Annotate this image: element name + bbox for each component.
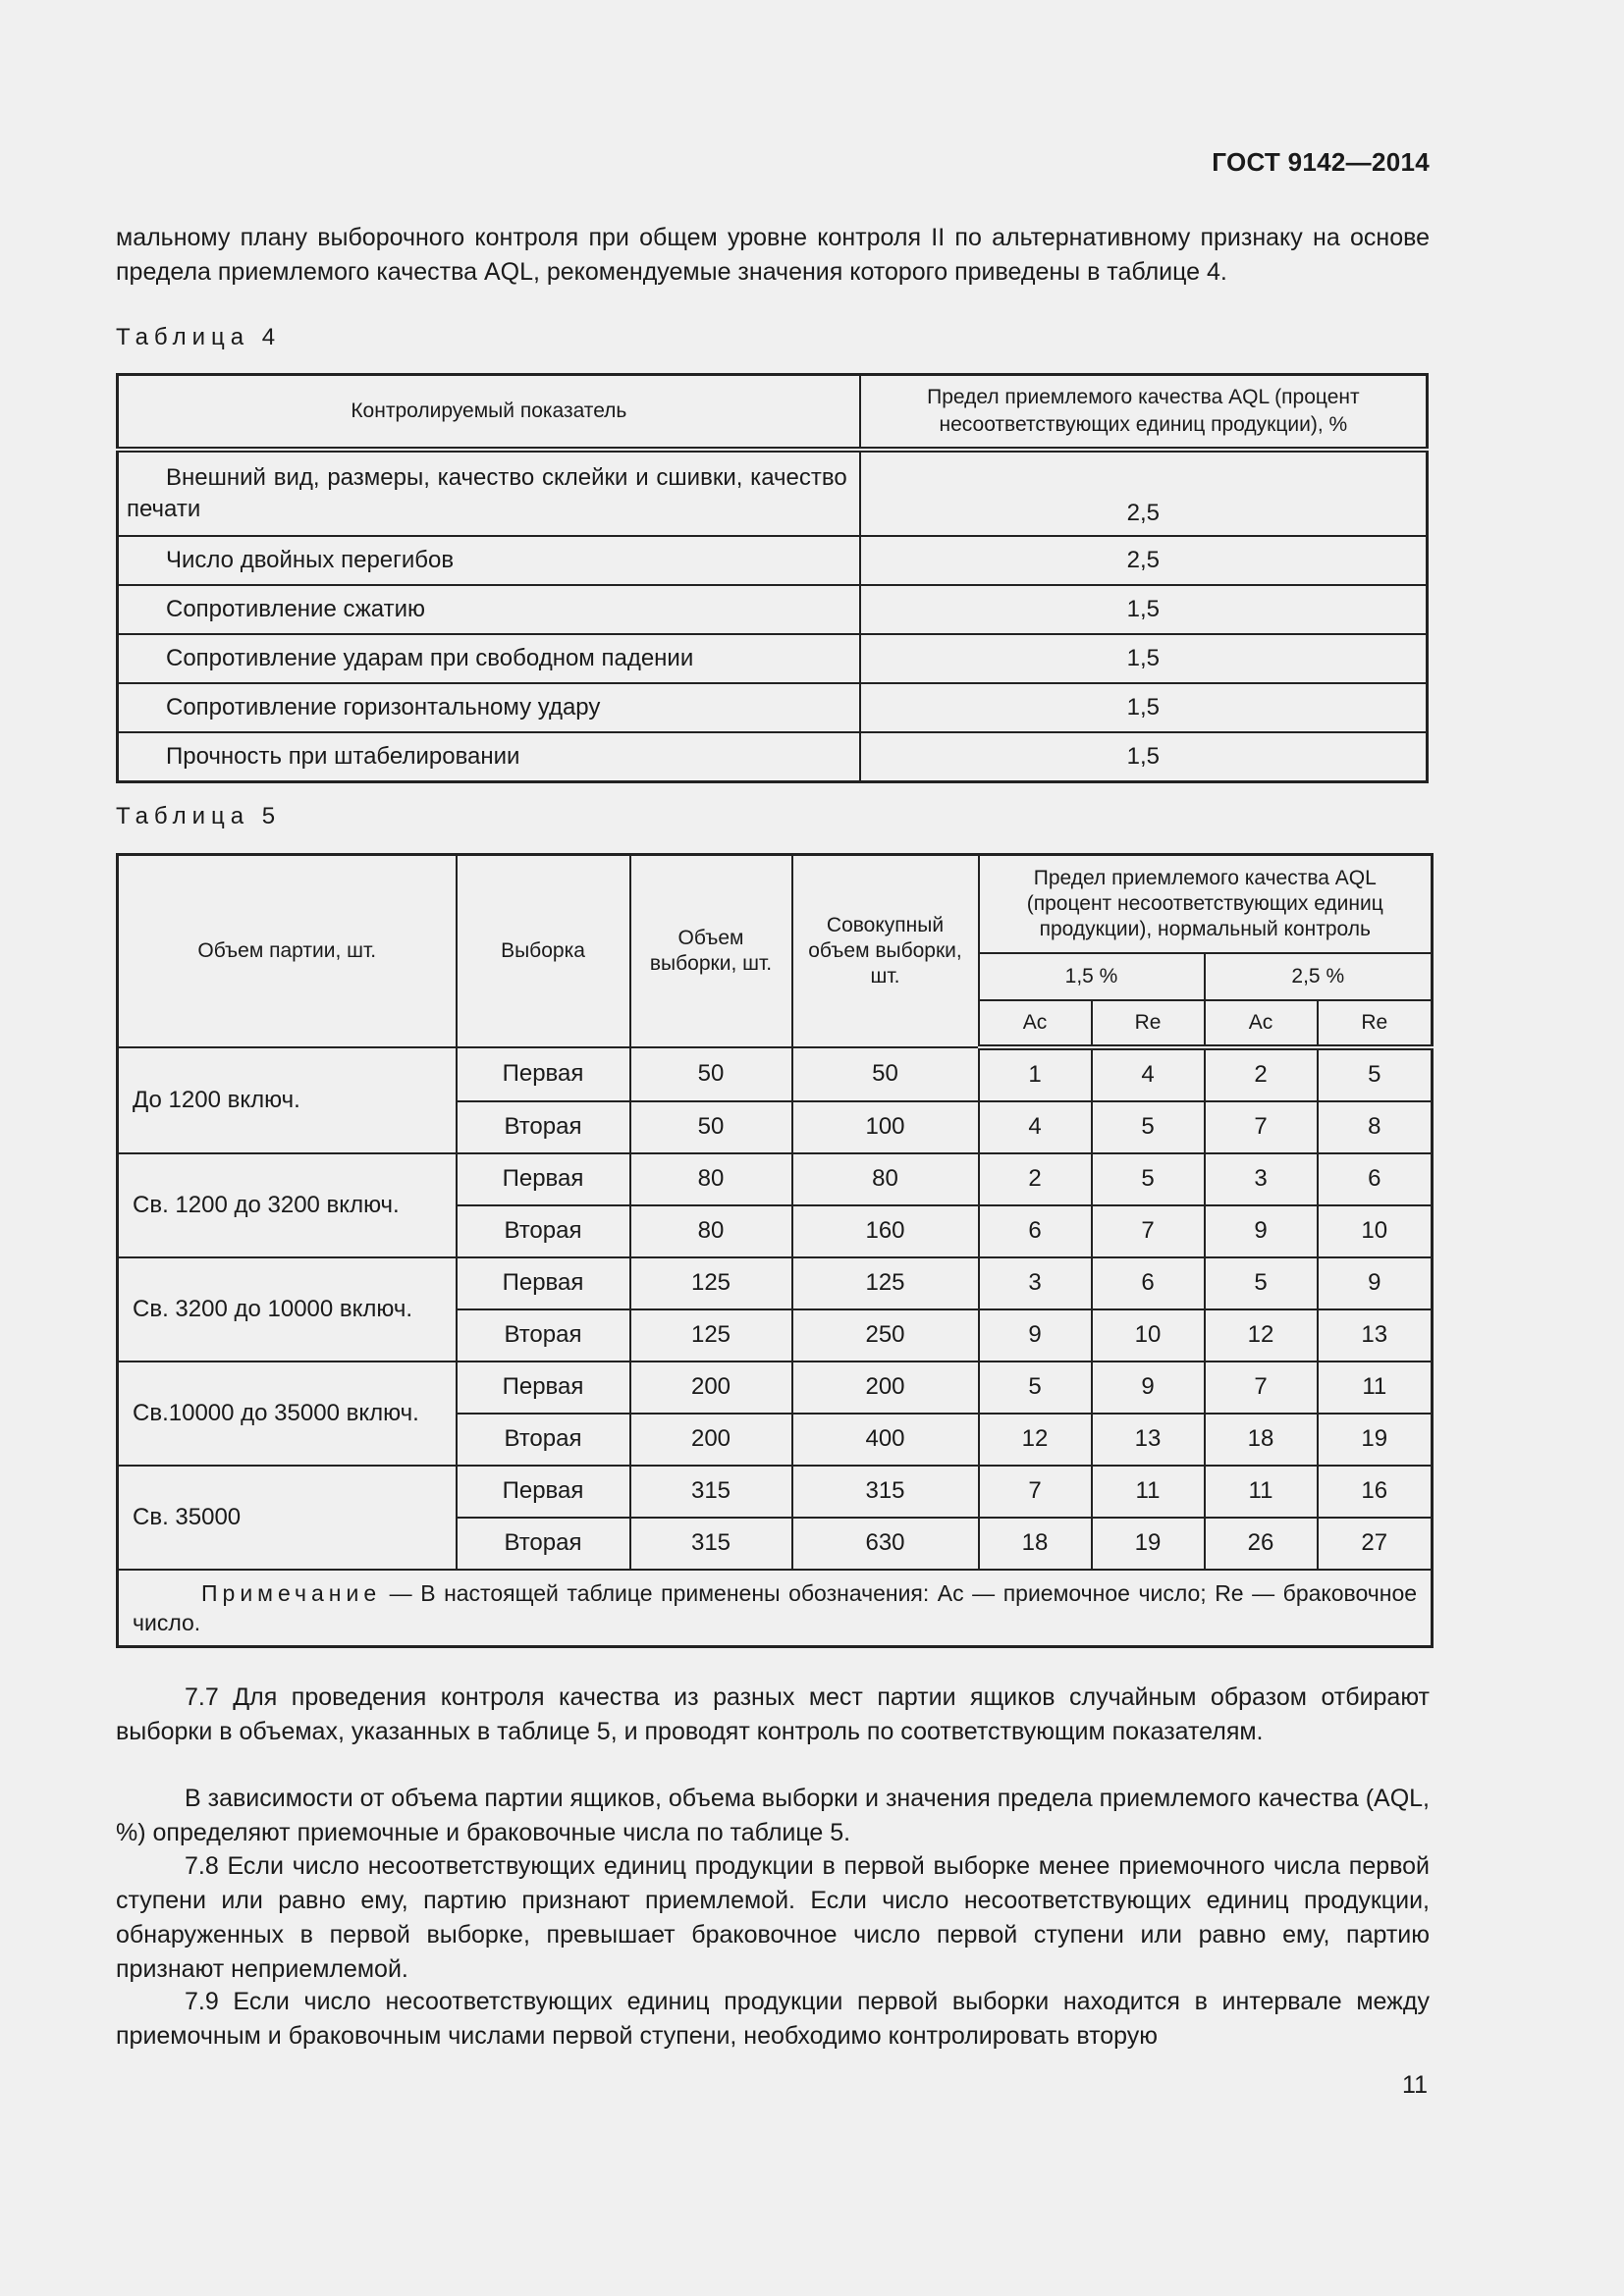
table4-cell-value: 1,5 [860, 683, 1428, 732]
table5-cell: 125 [792, 1257, 979, 1309]
table4-cell-name: Сопротивление горизонтальному удару [118, 683, 860, 732]
table5-cell: Первая [457, 1362, 630, 1414]
table5-cell: 11 [1205, 1466, 1318, 1518]
table-row [118, 1257, 1433, 1309]
table5-cell: 4 [1092, 1047, 1205, 1101]
table4-cell-value: 2,5 [860, 450, 1428, 536]
table5-cell: 10 [1092, 1309, 1205, 1362]
table5-cell: 9 [1205, 1205, 1318, 1257]
table5-body [118, 1047, 1433, 1570]
table4-cell-name: Сопротивление сжатию [118, 585, 860, 634]
table5-cell: 200 [630, 1362, 792, 1414]
table5-cell: Вторая [457, 1518, 630, 1570]
table5-cell: 11 [1092, 1466, 1205, 1518]
table4-cell-name: Внешний вид, размеры, качество склейки и сшивки, качество печати [118, 450, 860, 536]
table4-cell-name: Число двойных перегибов [118, 536, 860, 585]
table5-cell: 200 [792, 1362, 979, 1414]
table5-cell-lot: Св. 3200 до 10000 включ. [118, 1257, 457, 1362]
standard-header: ГОСТ 9142—2014 [1212, 147, 1430, 177]
table5-cell: 5 [1092, 1101, 1205, 1153]
table-row [118, 732, 1428, 782]
table5-cell: 80 [630, 1205, 792, 1257]
table5-cell-lot: Св. 35000 [118, 1466, 457, 1570]
note-label: Примечание [201, 1579, 382, 1606]
table5-cell-lot: Св. 1200 до 3200 включ. [118, 1153, 457, 1257]
table5-cell: 13 [1092, 1414, 1205, 1466]
table4-header-aql: Предел приемлемого качества AQL (процент несоответствующих единиц продукции), % [860, 375, 1428, 451]
table5-cell: 18 [979, 1518, 1092, 1570]
table-row [118, 1047, 1433, 1101]
table5-cell: 400 [792, 1414, 979, 1466]
table5-cell: 315 [630, 1518, 792, 1570]
table5-cell: 5 [1205, 1257, 1318, 1309]
table5-header-re: Re [1318, 1000, 1433, 1047]
table5-header-ac: Ac [979, 1000, 1092, 1047]
table4-header-indicator: Контролируемый показатель [118, 375, 860, 451]
table5-cell: 11 [1318, 1362, 1433, 1414]
table5-cell: 200 [630, 1414, 792, 1466]
table5-note [118, 1570, 1433, 1647]
table4-cell-value: 2,5 [860, 536, 1428, 585]
table5-header-lot: Объем партии, шт. [118, 855, 457, 1047]
table5-cell: 2 [1205, 1047, 1318, 1101]
table5-cell: 160 [792, 1205, 979, 1257]
table4-cell-name: Прочность при штабелировании [118, 732, 860, 782]
table5-cell: 7 [979, 1466, 1092, 1518]
table5-cell: 16 [1318, 1466, 1433, 1518]
table5-header-aql: Предел приемлемого качества AQL (процент несоответствующих единиц продукции), нормальный контроль [979, 855, 1433, 953]
table5-cell: 50 [630, 1047, 792, 1101]
table5-cell: 7 [1092, 1205, 1205, 1257]
table4-caption: Таблица 4 [116, 324, 282, 350]
table4-cell-value: 1,5 [860, 585, 1428, 634]
table4 [116, 373, 1429, 783]
table5-header-ac: Ac [1205, 1000, 1318, 1047]
table5-cell: 5 [1092, 1153, 1205, 1205]
table5-cell-lot: Св.10000 до 35000 включ. [118, 1362, 457, 1466]
table5-header-cumulative: Совокупный объем выборки, шт. [792, 855, 979, 1047]
table5-caption: Таблица 5 [116, 803, 282, 829]
paragraph-7-7: 7.7 Для проведения контроля качества из разных мест партии ящиков случайным образом отбирают выборки в объемах, указанных в таблице 5, и проводят контроль по соответствующим показателям. [116, 1683, 1430, 1745]
table5-cell: Первая [457, 1257, 630, 1309]
table5-cell: 1 [979, 1047, 1092, 1101]
table5-cell: 7 [1205, 1101, 1318, 1153]
table5-cell: 5 [1318, 1047, 1433, 1101]
table5-cell: 4 [979, 1101, 1092, 1153]
table5-cell: 6 [979, 1205, 1092, 1257]
table-row [118, 1153, 1433, 1205]
table5-cell: 100 [792, 1101, 979, 1153]
table-row [118, 683, 1428, 732]
table5-cell: 26 [1205, 1518, 1318, 1570]
table5-cell: 50 [792, 1047, 979, 1101]
table5-cell: 315 [792, 1466, 979, 1518]
table4-cell-value: 1,5 [860, 634, 1428, 683]
table5-cell: 9 [1092, 1362, 1205, 1414]
table5-cell: 6 [1092, 1257, 1205, 1309]
table5-cell: Вторая [457, 1414, 630, 1466]
table-row [118, 1362, 1433, 1414]
intro-paragraph: мальному плану выборочного контроля при общем уровне контроля II по альтернативному признаку на основе предела приемлемого качества AQL, рекомендуемые значения которого приведены в таблице 4. [116, 224, 1430, 286]
table5-header-size: Объем выборки, шт. [630, 855, 792, 1047]
table5-cell: 125 [630, 1309, 792, 1362]
table5-cell: 19 [1318, 1414, 1433, 1466]
table5-cell: 12 [1205, 1309, 1318, 1362]
table5-cell: 50 [630, 1101, 792, 1153]
table5-cell: 2 [979, 1153, 1092, 1205]
table5-header-sample: Выборка [457, 855, 630, 1047]
table-row [118, 536, 1428, 585]
table5-cell: 7 [1205, 1362, 1318, 1414]
table5-cell: 5 [979, 1362, 1092, 1414]
table5-cell: 3 [1205, 1153, 1318, 1205]
table5-cell: Вторая [457, 1205, 630, 1257]
table4-cell-name: Сопротивление ударам при свободном падении [118, 634, 860, 683]
table5-cell: Первая [457, 1153, 630, 1205]
table5-cell: 10 [1318, 1205, 1433, 1257]
table5-cell: 6 [1318, 1153, 1433, 1205]
table5-cell: 13 [1318, 1309, 1433, 1362]
table5-cell: 3 [979, 1257, 1092, 1309]
table5-cell: Первая [457, 1466, 630, 1518]
table4-cell-value: 1,5 [860, 732, 1428, 782]
table5-cell: 80 [792, 1153, 979, 1205]
paragraph-7-7-cont: В зависимости от объема партии ящиков, объема выборки и значения предела приемлемого качества (AQL, %) определяют приемочные и браковочные числа по таблице 5. [116, 1785, 1431, 1846]
table5-cell: 250 [792, 1309, 979, 1362]
table5-cell: 27 [1318, 1518, 1433, 1570]
table5 [116, 853, 1434, 1648]
table5-cell: 80 [630, 1153, 792, 1205]
note-text: — В настоящей таблице применены обозначения: Ac — приемочное число; Re — браковочное число. [133, 1579, 1418, 1635]
table-row [118, 1466, 1433, 1518]
table5-cell: 19 [1092, 1518, 1205, 1570]
table5-header-re: Re [1092, 1000, 1205, 1047]
table5-cell: 8 [1318, 1101, 1433, 1153]
page-number: 11 [1402, 2071, 1428, 2099]
table5-cell: 18 [1205, 1414, 1318, 1466]
table-row [118, 450, 1428, 536]
table5-cell: Первая [457, 1047, 630, 1101]
table5-cell: 9 [1318, 1257, 1433, 1309]
table5-cell: Вторая [457, 1101, 630, 1153]
table5-cell: 125 [630, 1257, 792, 1309]
table5-cell-lot: До 1200 включ. [118, 1047, 457, 1153]
table5-header-aql-2-5: 2,5 % [1205, 953, 1433, 1000]
table-row [118, 585, 1428, 634]
table5-cell: 315 [630, 1466, 792, 1518]
table5-cell: 12 [979, 1414, 1092, 1466]
paragraph-7-8: 7.8 Если число несоответствующих единиц продукции в первой выборке менее приемочного числа первой ступени или равно ему, партию признают приемлемой. Если число несоответствующих единиц продукции, обнаруженных в первой выборке, превышает браковочное число первой ступени или равно ему, партию признают неприемлемой. [116, 1852, 1430, 1983]
table5-header-aql-1-5: 1,5 % [979, 953, 1205, 1000]
paragraph-7-9: 7.9 Если число несоответствующих единиц продукции первой выборки находится в интервале между приемочным и браковочным числами первой ступени, необходимо контролировать вторую [116, 1988, 1430, 2050]
table-row [118, 634, 1428, 683]
table5-cell: 630 [792, 1518, 979, 1570]
table5-cell: Вторая [457, 1309, 630, 1362]
table5-cell: 9 [979, 1309, 1092, 1362]
